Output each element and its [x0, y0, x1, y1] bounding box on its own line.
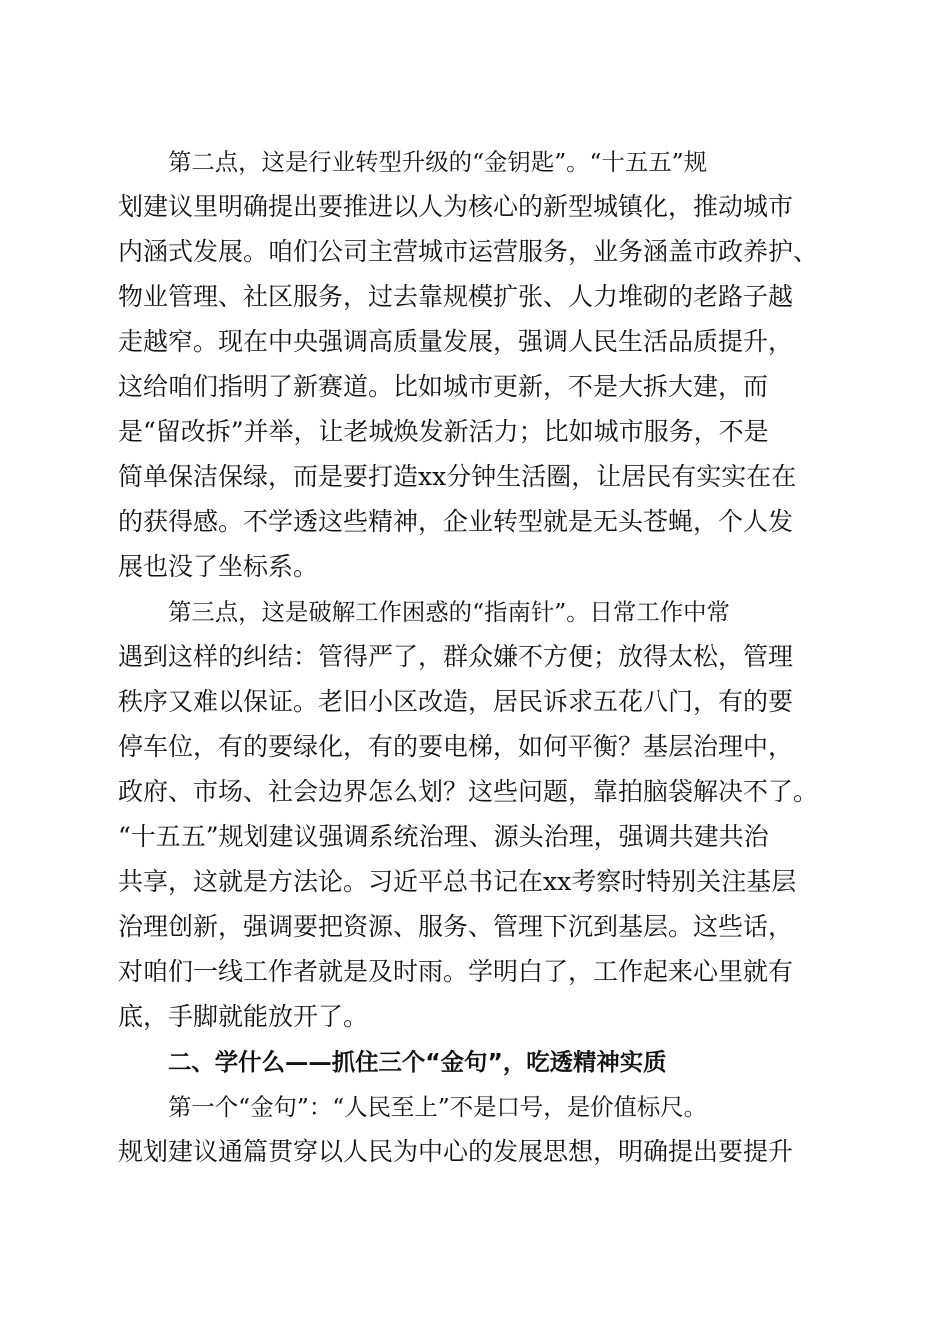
paragraph-1-line-3: 内涵式发展。咱们公司主营城市运营服务，业务涵盖市政养护、 — [118, 237, 819, 266]
paragraph-1-line-2: 划建议里明确提出要推进以人为核心的新型城镇化，推动城市 — [118, 192, 794, 221]
paragraph-2-line-8: 治理创新，强调要把资源、服务、管理下沉到基层。这些话， — [118, 912, 794, 941]
paragraph-1-line-6: 这给咱们指明了新赛道。比如城市更新，不是大拆大建，而 — [118, 372, 769, 401]
paragraph-2-line-2: 遇到这样的纠结：管得严了，群众嫌不方便；放得太松，管理 — [118, 642, 794, 671]
paragraph-1-line-4: 物业管理、社区服务，过去靠规模扩张、人力堆砌的老路子越 — [118, 282, 794, 311]
section-heading: 二、学什么——抓住三个“金句”，吃透精神实质 — [168, 1048, 667, 1076]
paragraph-2-line-4: 停车位，有的要绿化，有的要电梯，如何平衡？基层治理中， — [118, 732, 794, 761]
paragraph-1-line-1: 第二点，这是行业转型升级的“金钥匙”。“十五五”规 — [168, 148, 708, 176]
paragraph-3-line-1: 第一个“金句”：“人民至上”不是口号，是价值标尺。 — [168, 1093, 708, 1121]
paragraph-1-line-5: 走越窄。现在中央强调高质量发展，强调人民生活品质提升， — [118, 327, 794, 356]
paragraph-1-line-9: 的获得感。不学透这些精神，企业转型就是无头苍蝇，个人发 — [118, 507, 794, 536]
paragraph-2-line-3: 秩序又难以保证。老旧小区改造，居民诉求五花八门，有的要 — [118, 687, 794, 716]
paragraph-1-line-7: 是“留改拆”并举，让老城焕发新活力；比如城市服务，不是 — [118, 417, 769, 446]
paragraph-1-line-10: 展也没了坐标系。 — [118, 552, 319, 581]
paragraph-2-line-1: 第三点，这是破解工作困惑的“指南针”。日常工作中常 — [168, 598, 730, 626]
paragraph-2-line-10: 底，手脚就能放开了。 — [118, 1002, 369, 1031]
paragraph-2-line-5: 政府、市场、社会边界怎么划？这些问题，靠拍脑袋解决不了。 — [118, 777, 819, 806]
paragraph-2-line-9: 对咱们一线工作者就是及时雨。学明白了，工作起来心里就有 — [118, 957, 794, 986]
paragraph-2-line-7: 共享，这就是方法论。习近平总书记在xx考察时特别关注基层 — [118, 867, 797, 896]
paragraph-3-line-2: 规划建议通篇贯穿以人民为中心的发展思想，明确提出要提升 — [118, 1137, 794, 1166]
paragraph-1-line-8: 简单保洁保绿，而是要打造xx分钟生活圈，让居民有实实在在 — [118, 462, 797, 491]
paragraph-2-line-6: “十五五”规划建议强调系统治理、源头治理，强调共建共治 — [118, 822, 769, 851]
